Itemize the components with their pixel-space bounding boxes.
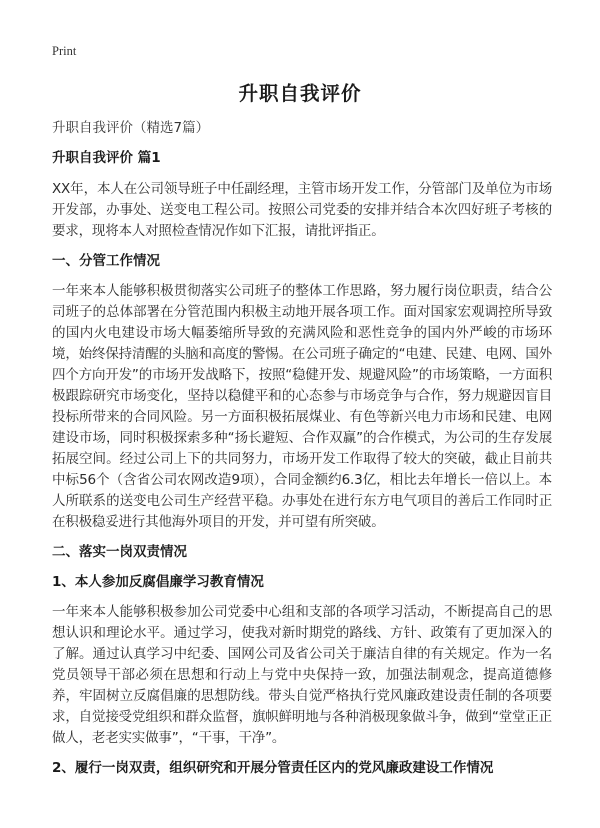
intro-paragraph: XX年，本人在公司领导班子中任副经理，主管市场开发工作，分管部门及单位为市场开发部，办事处、送变电工程公司。按照公司党委的安排并结合本次四好班子考核的要求，现将本人对照检查情况作如下汇报，请批评指正。 <box>52 181 552 239</box>
section-1-paragraph: 一年来本人能够积极贯彻落实公司班子的整体工作思路，努力履行岗位职责，结合公司班子的总体部署在分管范围内积极主动地开展各项工作。面对国家宏观调控所导致的国内火电建设市场大幅萎缩所导致的充满风险和恶性竞争的国内外严峻的市场环境，始终保持清醒的头脑和高度的警惕。在公司班子确定的“电建、民建、电网、国外四个方向开发”的市场开发战略下，按照“稳健开发、规避风险”的市场策略，一方面积极跟踪研究市场变化，坚持以稳健平和的心态参与市场竞争与合作，努力规避因盲目投标所带来的合同风险。另一方面积极拓展煤业、有色等新兴电力市场和民建、电网建设市场，同时积极探索多种“扬长避短、合作双赢”的合作模式，为公司的生存发展拓展空间。经过公司上下的共同努力，市场开发工作取得了较大的突破，截止目前共中标56个（含省公司农网改造9项），合同金额约6.3亿，相比去年增长一倍以上。本人所联系的送变电公司生产经营平稳。办事处在进行东方电气项目的善后工作同时正在积极稳妥进行其他海外项目的开发，并可望有所突破。 <box>52 283 552 530</box>
article-heading: 升职自我评价 篇1 <box>52 150 161 166</box>
section-heading-1: 一、分管工作情况 <box>52 253 160 269</box>
print-link[interactable]: Print <box>52 44 77 58</box>
document-body <box>52 118 552 788</box>
document-subtitle: 升职自我评价（精选7篇） <box>52 120 210 136</box>
subsection-heading-2: 2、履行一岗双责，组织研究和开展分管责任区内的党风廉政建设工作情况 <box>52 760 494 776</box>
page-title: 升职自我评价 <box>238 82 362 105</box>
subsection-1-paragraph: 一年来本人能够积极参加公司党委中心组和支部的各项学习活动，不断提高自己的思想认识和理论水平。通过学习，使我对新时期党的路线、方针、政策有了更加深入的了解。通过认真学习中纪委、国网公司及省公司关于廉洁自律的有关规定。作为一名党员领导干部必须在思想和行动上与党中央保持一致，加强法制观念，提高道德修养，牢固树立反腐倡廉的思想防线。带头自觉严格执行党风廉政建设责任制的各项要求，自觉接受党组织和群众监督，旗帜鲜明地与各种消极现象做斗争，做到“堂堂正正做人，老老实实做事”，“干事，干净”。 <box>52 604 552 746</box>
subsection-heading-1: 1、本人参加反腐倡廉学习教育情况 <box>52 574 264 590</box>
section-heading-2: 二、落实一岗双责情况 <box>52 544 187 560</box>
